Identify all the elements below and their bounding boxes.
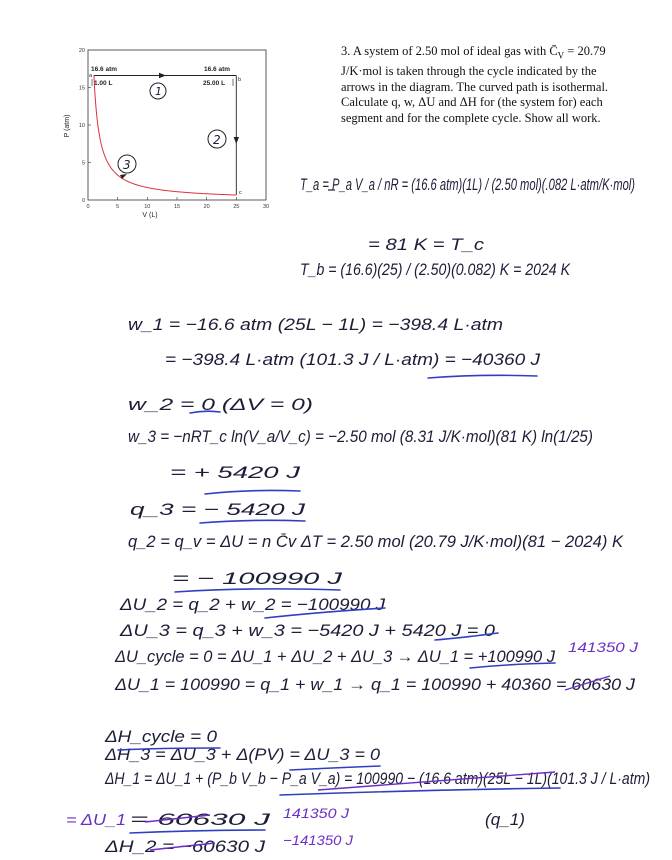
problem-text-a: A system of 2.50 mol of ideal gas with	[352, 44, 547, 58]
hw-line: = + 5420 J	[170, 463, 301, 482]
y-axis-label: P (atm)	[64, 114, 71, 138]
hw-line: ΔU_3 = q_3 + w_3 = −5420 J + 5420 J = 0	[118, 621, 496, 640]
x-tick: 15	[173, 204, 181, 210]
x-tick: 10	[144, 204, 151, 210]
problem-text-b: = 20.79 J/K·mol is taken through the cycle indicated by the arrows in the diagram. The curved path is isothermal. Calculate q, w, ΔU and ΔH for (the system for) each segment and for the complete cycle. Show all work.	[341, 44, 609, 125]
hw-line: w_2 = 0 (ΔV = 0)	[128, 395, 313, 414]
hw-line-correction: 141350 J	[568, 639, 640, 655]
hw-line: T_b = (16.6)(25) / (2.50)(0.082) K = 2024 K	[300, 260, 571, 279]
hw-line: ΔH_3 = ΔU_3 + Δ(PV) = ΔU_3 = 0	[103, 745, 381, 764]
hw-line: q_2 = q_v = ΔU = n C̄v ΔT = 2.50 mol (20.79 J/K·mol)(81 − 2024) K	[128, 532, 624, 551]
hw-line: ΔU_2 = q_2 + w_2 = −100990 J	[118, 595, 386, 614]
hw-line: = − 100990 J	[172, 569, 343, 588]
hw-line-correction: = ΔU_1	[66, 812, 126, 829]
hw-line: w_1 = −16.6 atm (25L − 1L) = −398.4 L·atm	[128, 315, 503, 334]
y-tick: 20	[78, 48, 85, 54]
y-tick: 5	[81, 160, 85, 167]
y-tick: 15	[78, 85, 85, 92]
hw-line: ΔU_cycle = 0 = ΔU_1 + ΔU_2 + ΔU_3 → ΔU_1 = +100990 J	[114, 647, 556, 666]
x-tick: 25	[233, 204, 240, 210]
hw-line: q_3 = − 5420 J	[130, 500, 306, 519]
y-tick: 0	[81, 198, 85, 204]
point-a-letter: a	[89, 73, 93, 79]
svg-text:2: 2	[213, 133, 221, 147]
problem-number: 3.	[341, 44, 351, 58]
x-axis-label: V (L)	[142, 212, 158, 219]
point-b-volume: 25.00 L	[203, 80, 226, 87]
hw-line: T_a = P_a V_a / nR = (16.6 atm)(1L) / (2.50 mol)(.082 L·atm/K·mol)	[300, 175, 635, 194]
hw-line: = 60630 J	[130, 810, 271, 829]
cv-symbol: $C̄_V$	[549, 44, 565, 61]
hw-line: ΔH_2 = −60630 J	[103, 837, 266, 856]
hw-line: ΔH_1 = ΔU_1 + (P_b V_b − P_a V_a) = 100990 − (16.6 atm)(25L − 1L)(101.3 J / L·atm)	[104, 769, 650, 788]
point-b-pressure: 16.6 atm	[204, 66, 231, 73]
hw-line-correction: 141350 J	[283, 805, 351, 821]
svg-text:1: 1	[155, 85, 162, 98]
hw-line: w_3 = −nRT_c ln(V_a/V_c) = −2.50 mol (8.31 J/K·mol)(81 K) ln(1/25)	[128, 427, 593, 446]
hw-line: ΔH_cycle = 0	[103, 727, 218, 746]
hw-line: = −398.4 L·atm (101.3 J / L·atm) = −40360 J	[165, 350, 541, 369]
hw-line: (q_1)	[485, 810, 525, 829]
y-tick: 10	[78, 123, 85, 129]
point-a-pressure: 16.6 atm	[91, 66, 118, 73]
x-tick: 30	[262, 204, 270, 210]
hw-line-correction: −141350 J	[283, 832, 355, 848]
hw-line: ΔU_1 = 100990 = q_1 + w_1 → q_1 = 100990 + 40360 = 60630 J	[113, 675, 636, 694]
x-tick: 5	[116, 204, 120, 210]
hw-line: = 81 K = T_c	[368, 235, 485, 254]
svg-text:3: 3	[123, 158, 131, 172]
point-c-letter: c	[239, 190, 242, 196]
x-tick: 0	[86, 204, 90, 210]
point-b-letter: b	[238, 77, 242, 83]
x-tick: 20	[203, 204, 210, 210]
point-a-volume: 1.00 L	[94, 80, 113, 87]
